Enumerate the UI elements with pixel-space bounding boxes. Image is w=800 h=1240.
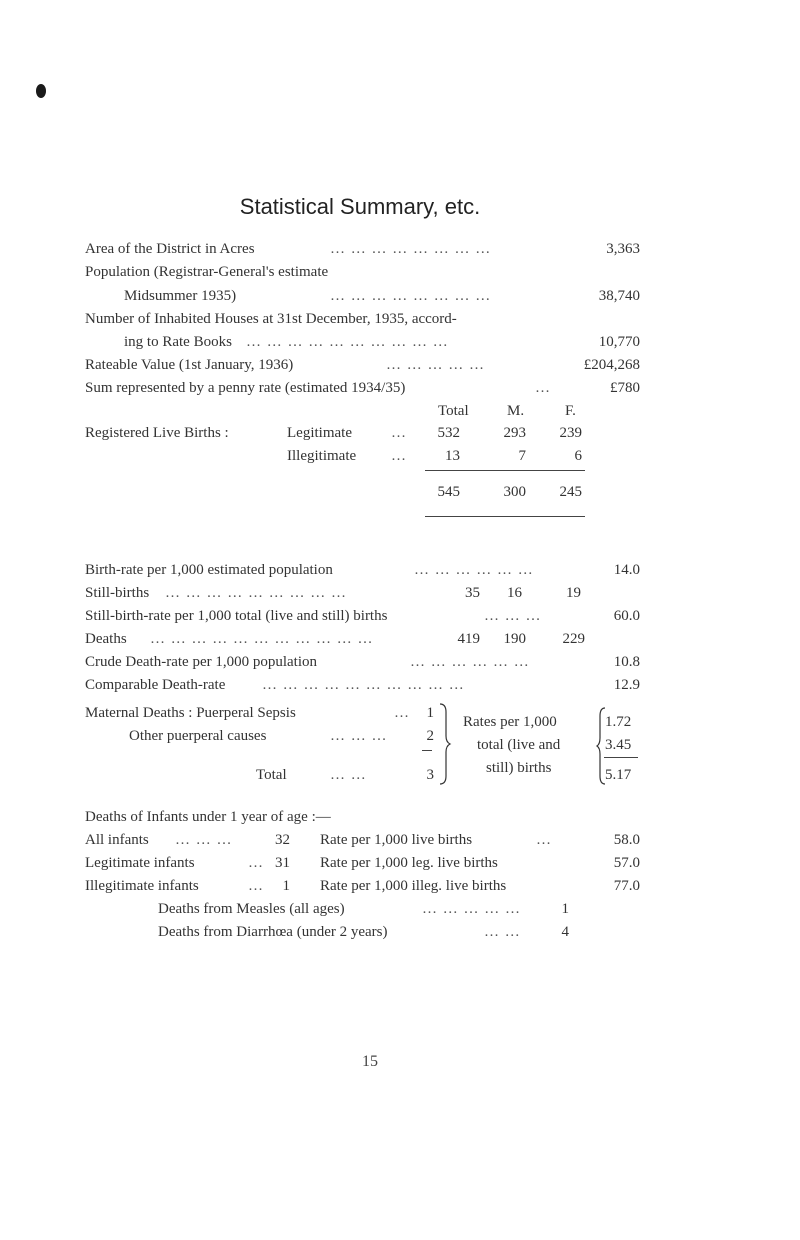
leader-dots: …	[536, 832, 552, 848]
leader-dots: … … … … …	[422, 901, 521, 917]
deaths-label: Deaths	[85, 631, 127, 647]
penny-rate-label: Sum represented by a penny rate (estimated 1934/35)	[85, 380, 406, 396]
page-title: Statistical Summary, etc.	[239, 194, 481, 219]
leader-dots: …	[535, 380, 551, 396]
illegitimate-infants-rate: 77.0	[613, 878, 640, 894]
left-brace	[438, 702, 450, 786]
legitimate-label: Legitimate	[287, 425, 352, 441]
birth-rate-label: Birth-rate per 1,000 estimated population	[85, 562, 333, 578]
comparable-death-rate-label: Comparable Death-rate	[85, 677, 226, 693]
penny-rate-value: £780	[610, 380, 640, 396]
illegitimate-m: 7	[518, 448, 526, 464]
leader-dots: … …	[484, 924, 521, 940]
rate-sepsis: 1.72	[605, 714, 632, 730]
leader-dots: … …	[330, 767, 367, 783]
illegitimate-infants-count: 1	[282, 878, 290, 894]
leader-dots: …	[248, 855, 264, 871]
houses-label: Number of Inhabited Houses at 31st December, 1935, accord-	[85, 311, 457, 327]
live-births-label: Registered Live Births :	[85, 425, 229, 441]
maternal-sum-rule	[422, 750, 432, 751]
population-label: Population (Registrar-General's estimate	[85, 264, 329, 280]
measles-deaths-label: Deaths from Measles (all ages)	[158, 901, 345, 917]
leader-dots: … … … … … … … … … … …	[150, 631, 374, 647]
rate-sum-rule	[604, 757, 638, 758]
diarrhoea-deaths-label: Deaths from Diarrhœa (under 2 years)	[158, 924, 388, 940]
maternal-sepsis-value: 1	[426, 705, 434, 721]
all-infants-rate: 58.0	[613, 832, 640, 848]
births-sum-f: 245	[559, 484, 582, 500]
leader-dots: … … … … … … … … … …	[246, 334, 449, 350]
rates-text-line-2: total (live and	[477, 737, 561, 753]
ink-blot	[36, 84, 46, 98]
illegitimate-total: 13	[445, 448, 460, 464]
rates-text-line-1: Rates per 1,000	[463, 714, 557, 730]
deaths-m: 190	[503, 631, 526, 647]
illegitimate-f: 6	[574, 448, 582, 464]
area-value: 3,363	[606, 241, 640, 257]
maternal-total-label: Total	[256, 767, 287, 783]
comparable-death-rate-value: 12.9	[613, 677, 640, 693]
still-birth-rate-value: 60.0	[613, 608, 640, 624]
legitimate-infants-rate-label: Rate per 1,000 leg. live births	[320, 855, 498, 871]
leader-dots: … … … … …	[386, 357, 485, 373]
all-infants-rate-label: Rate per 1,000 live births	[320, 832, 473, 848]
deaths-f: 229	[562, 631, 585, 647]
header-m: M.	[507, 403, 525, 419]
leader-dots: …	[391, 448, 407, 464]
measles-deaths-value: 1	[561, 901, 569, 917]
leader-dots: … … … … … …	[414, 562, 534, 578]
leader-dots: … … …	[330, 728, 388, 744]
area-label: Area of the District in Acres	[85, 241, 255, 257]
population-value: 38,740	[598, 288, 640, 304]
births-sum-total: 545	[437, 484, 460, 500]
leader-dots: … … … … … … … … …	[165, 585, 347, 601]
header-total: Total	[438, 403, 469, 419]
legitimate-m: 293	[503, 425, 526, 441]
illegitimate-infants-rate-label: Rate per 1,000 illeg. live births	[320, 878, 507, 894]
rates-text-line-3: still) births	[486, 760, 552, 776]
leader-dots: … … … … … …	[410, 654, 530, 670]
deaths-total: 419	[457, 631, 480, 647]
sum-rule-top	[425, 470, 585, 471]
all-infants-label: All infants	[85, 832, 149, 848]
rateable-value: £204,268	[583, 357, 640, 373]
leader-dots: … … … … … … … …	[330, 241, 492, 257]
leader-dots: … … … … … … … …	[330, 288, 492, 304]
infant-deaths-heading: Deaths of Infants under 1 year of age :—	[85, 809, 331, 825]
births-sum-m: 300	[503, 484, 526, 500]
crude-death-rate-label: Crude Death-rate per 1,000 population	[85, 654, 318, 670]
rate-total: 5.17	[605, 767, 632, 783]
legitimate-infants-rate: 57.0	[613, 855, 640, 871]
page-number: 15	[362, 1053, 378, 1070]
legitimate-infants-label: Legitimate infants	[85, 855, 195, 871]
leader-dots: … … …	[175, 832, 233, 848]
population-label-cont: Midsummer 1935)	[124, 288, 237, 304]
rate-other: 3.45	[605, 737, 632, 753]
leader-dots: …	[391, 425, 407, 441]
houses-value: 10,770	[598, 334, 640, 350]
sum-rule-bottom	[425, 516, 585, 517]
legitimate-infants-count: 31	[275, 855, 290, 871]
houses-label-cont: ing to Rate Books	[124, 334, 232, 350]
still-births-total: 35	[465, 585, 480, 601]
illegitimate-infants-label: Illegitimate infants	[85, 878, 199, 894]
legitimate-f: 239	[559, 425, 582, 441]
leader-dots: …	[248, 878, 264, 894]
still-births-m: 16	[507, 585, 522, 601]
maternal-sepsis-label: Maternal Deaths : Puerperal Sepsis	[85, 705, 296, 721]
diarrhoea-deaths-value: 4	[561, 924, 569, 940]
still-births-f: 19	[566, 585, 581, 601]
all-infants-count: 32	[275, 832, 290, 848]
leader-dots: … … … … … … … … … …	[262, 677, 465, 693]
rateable-label: Rateable Value (1st January, 1936)	[85, 357, 294, 373]
still-births-label: Still-births	[85, 585, 150, 601]
leader-dots: …	[394, 705, 410, 721]
birth-rate-value: 14.0	[613, 562, 640, 578]
leader-dots: … … …	[484, 608, 542, 624]
maternal-total-value: 3	[426, 767, 434, 783]
still-birth-rate-label: Still-birth-rate per 1,000 total (live and still) births	[85, 608, 388, 624]
legitimate-total: 532	[437, 425, 460, 441]
illegitimate-label: Illegitimate	[287, 448, 357, 464]
maternal-other-label: Other puerperal causes	[129, 728, 267, 744]
crude-death-rate-value: 10.8	[613, 654, 640, 670]
header-f: F.	[565, 403, 576, 419]
maternal-other-value: 2	[426, 728, 434, 744]
